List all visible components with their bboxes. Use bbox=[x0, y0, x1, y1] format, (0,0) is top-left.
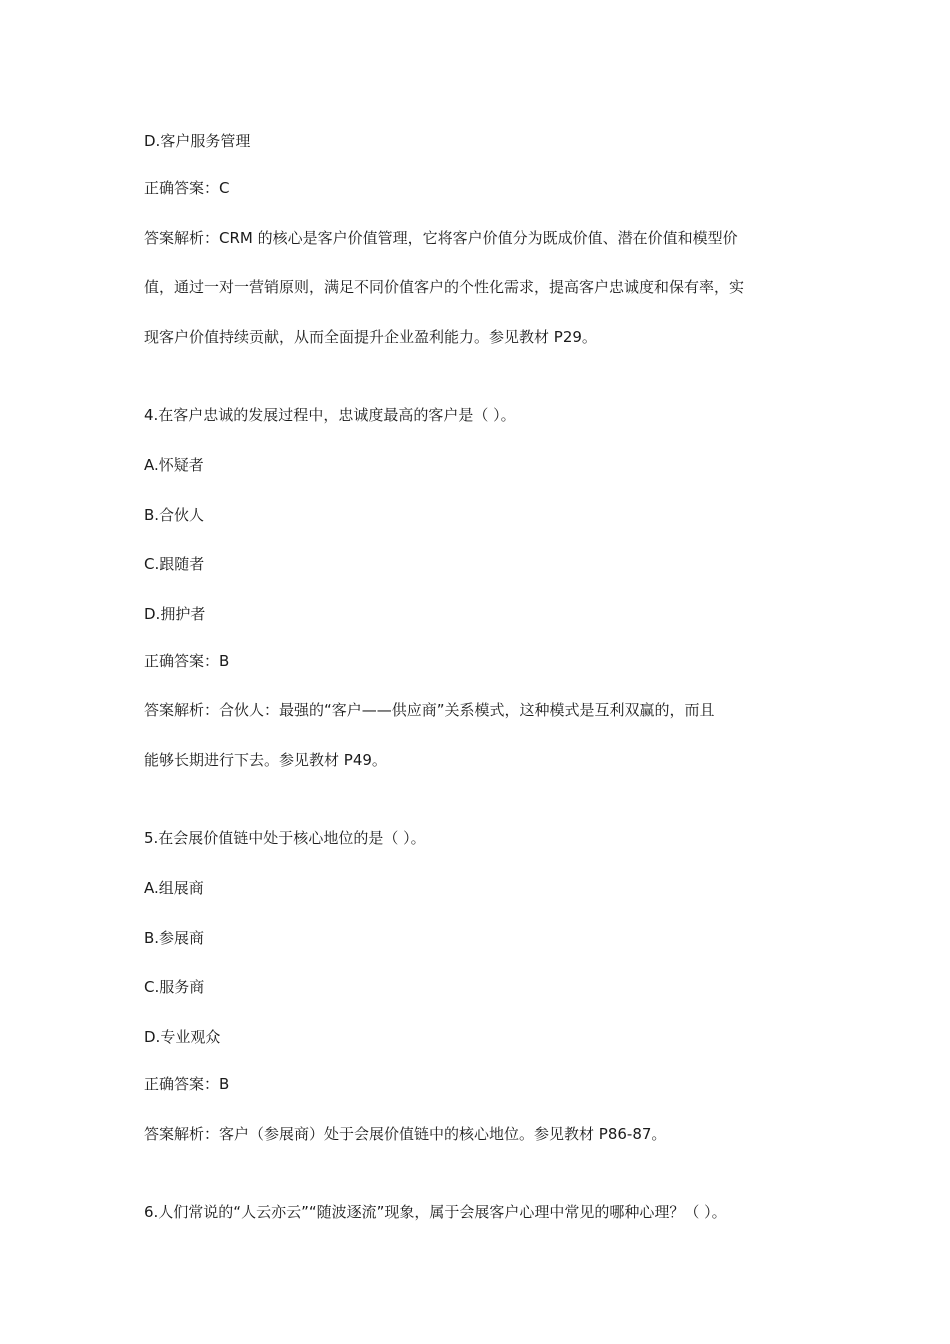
q4-option-b: B.合伙人 bbox=[144, 506, 205, 524]
q5-option-c: C.服务商 bbox=[144, 978, 205, 996]
q5-question: 5.在会展价值链中处于核心地位的是（ ）。 bbox=[144, 829, 426, 847]
q4-option-c: C.跟随者 bbox=[144, 555, 205, 573]
q4-option-a: A.怀疑者 bbox=[144, 456, 204, 474]
q5-option-d: D.专业观众 bbox=[144, 1028, 221, 1046]
q4-answer: 正确答案：B bbox=[144, 652, 230, 670]
q4-analysis-line-1: 答案解析：合伙人：最强的“客户——供应商”关系模式，这种模式是互利双赢的，而且 bbox=[144, 701, 715, 719]
q3-analysis-line-1: 答案解析：CRM 的核心是客户价值管理，它将客户价值分为既成价值、潜在价值和模型价 bbox=[144, 229, 738, 247]
q5-option-b: B.参展商 bbox=[144, 929, 205, 947]
q4-option-d: D.拥护者 bbox=[144, 605, 206, 623]
q3-answer: 正确答案：C bbox=[144, 179, 230, 197]
q3-analysis-line-3: 现客户价值持续贡献，从而全面提升企业盈利能力。参见教材 P29。 bbox=[144, 328, 597, 346]
q3-analysis-line-2: 值，通过一对一营销原则，满足不同价值客户的个性化需求，提高客户忠诚度和保有率，实 bbox=[144, 278, 745, 296]
q3-option-d: D.客户服务管理 bbox=[144, 132, 251, 150]
q5-answer: 正确答案：B bbox=[144, 1075, 230, 1093]
q5-analysis-line-1: 答案解析：客户（参展商）处于会展价值链中的核心地位。参见教材 P86-87。 bbox=[144, 1125, 667, 1143]
q4-analysis-line-2: 能够长期进行下去。参见教材 P49。 bbox=[144, 751, 387, 769]
q6-question: 6.人们常说的“人云亦云”“随波逐流”现象，属于会展客户心理中常见的哪种心理？（ ）。 bbox=[144, 1203, 727, 1221]
q4-question: 4.在客户忠诚的发展过程中，忠诚度最高的客户是（ ）。 bbox=[144, 406, 516, 424]
q5-option-a: A.组展商 bbox=[144, 879, 204, 897]
